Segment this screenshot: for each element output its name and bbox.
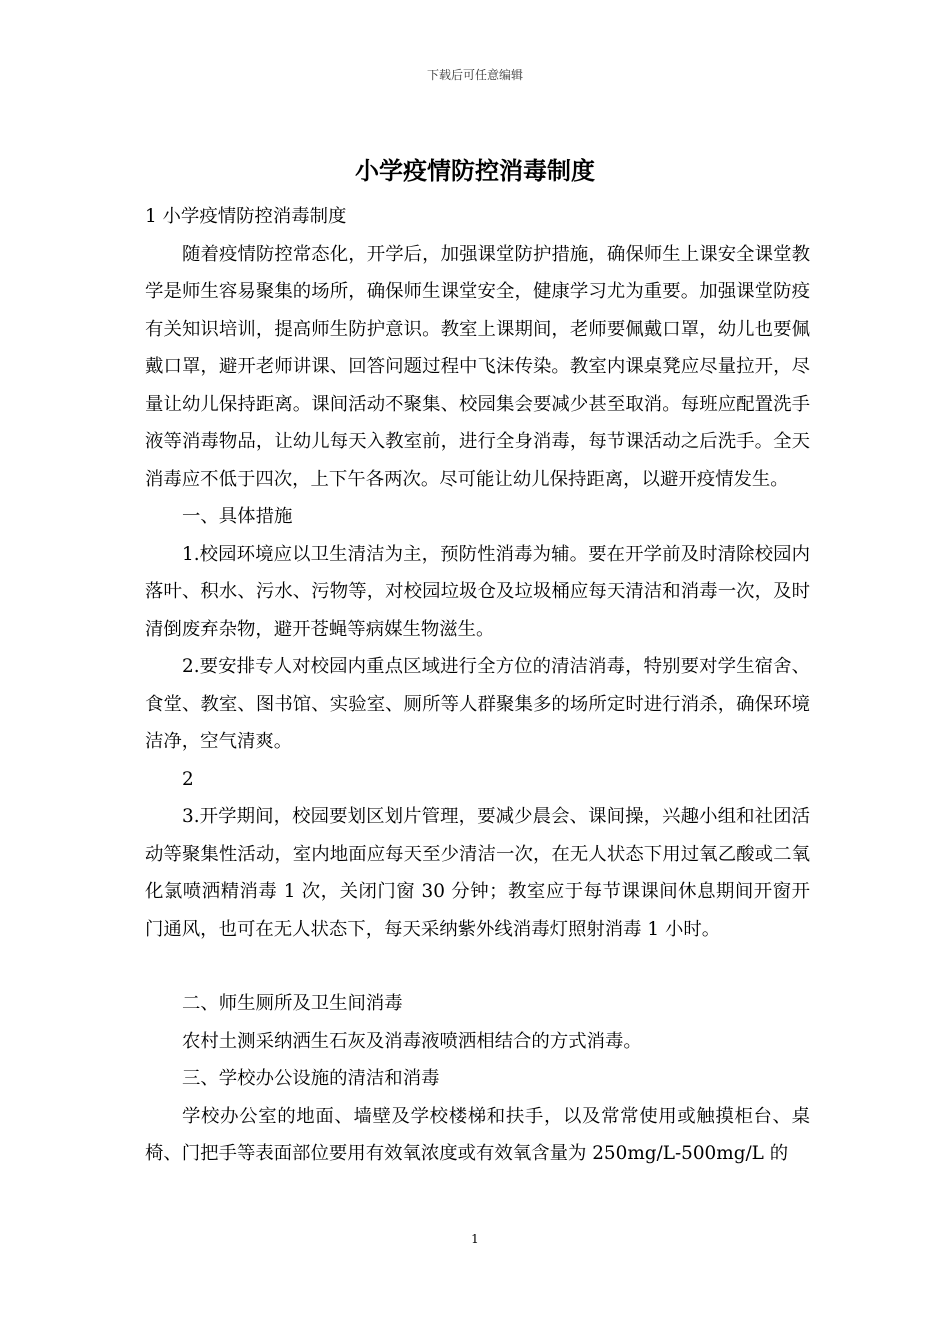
document-title: 小学疫情防控消毒制度 xyxy=(355,156,595,185)
paragraph-gap xyxy=(145,948,810,985)
page-number: 1 xyxy=(471,1232,479,1246)
document-subtitle: 1 小学疫情防控消毒制度 xyxy=(145,206,347,227)
stray-number: 2 xyxy=(182,768,194,790)
page-header: 下载后可任意编辑 xyxy=(426,68,523,82)
measure-item-3: 3.开学期间，校园要划区划片管理，要减少晨会、课间操，兴趣小组和社团活动等聚集性活动，室内地面应每天至少清洁一次，在无人状态下用过氧乙酸或二氧化氯喷洒精消毒 1 次，关闭门窗 30 分钟；教室应于每节课课间休息期间开窗开门通风，也可在无人状态下，每天采纳紫外线消毒灯照射消毒 1 小时。 xyxy=(145,806,810,940)
section-heading-office: 三、学校办公设施的清洁和消毒 xyxy=(182,1068,440,1089)
document-body xyxy=(145,198,810,1173)
section-heading-toilets: 二、师生厕所及卫生间消毒 xyxy=(182,993,403,1014)
office-paragraph: 学校办公室的地面、墙壁及学校楼梯和扶手，以及常常使用或触摸柜台、桌椅、门把手等表面部位要用有效氧浓度或有效氧含量为 250mg/L-500mg/L 的 xyxy=(145,1105,810,1164)
measure-item-1: 1.校园环境应以卫生清洁为主，预防性消毒为辅。要在开学前及时清除校园内落叶、积水、污水、污物等，对校园垃圾仓及垃圾桶应每天清洁和消毒一次，及时清倒废弃杂物，避开苍蝇等病媒生物滋生。 xyxy=(145,543,810,640)
toilets-paragraph: 农村土测采纳洒生石灰及消毒液喷洒相结合的方式消毒。 xyxy=(182,1030,642,1052)
measure-item-2: 2.要安排专人对校园内重点区域进行全方位的清洁消毒，特别要对学生宿舍、食堂、教室、图书馆、实验室、厕所等人群聚集多的场所定时进行消杀，确保环境洁净，空气清爽。 xyxy=(145,656,810,752)
section-heading-measures: 一、具体措施 xyxy=(182,506,293,527)
intro-paragraph: 随着疫情防控常态化，开学后，加强课堂防护措施，确保师生上课安全课堂教学是师生容易聚集的场所，确保师生课堂安全，健康学习尤为重要。加强课堂防疫有关知识培训，提高师生防护意识。教室上课期间，老师要佩戴口罩，幼儿也要佩戴口罩，避开老师讲课、回答问题过程中飞沫传染。教室内课桌凳应尽量拉开，尽量让幼儿保持距离。课间活动不聚集、校园集会要减少甚至取消。每班应配置洗手液等消毒物品，让幼儿每天入教室前，进行全身消毒，每节课活动之后洗手。全天消毒应不低于四次，上下午各两次。尽可能让幼儿保持距离，以避开疫情发生。 xyxy=(145,243,810,490)
